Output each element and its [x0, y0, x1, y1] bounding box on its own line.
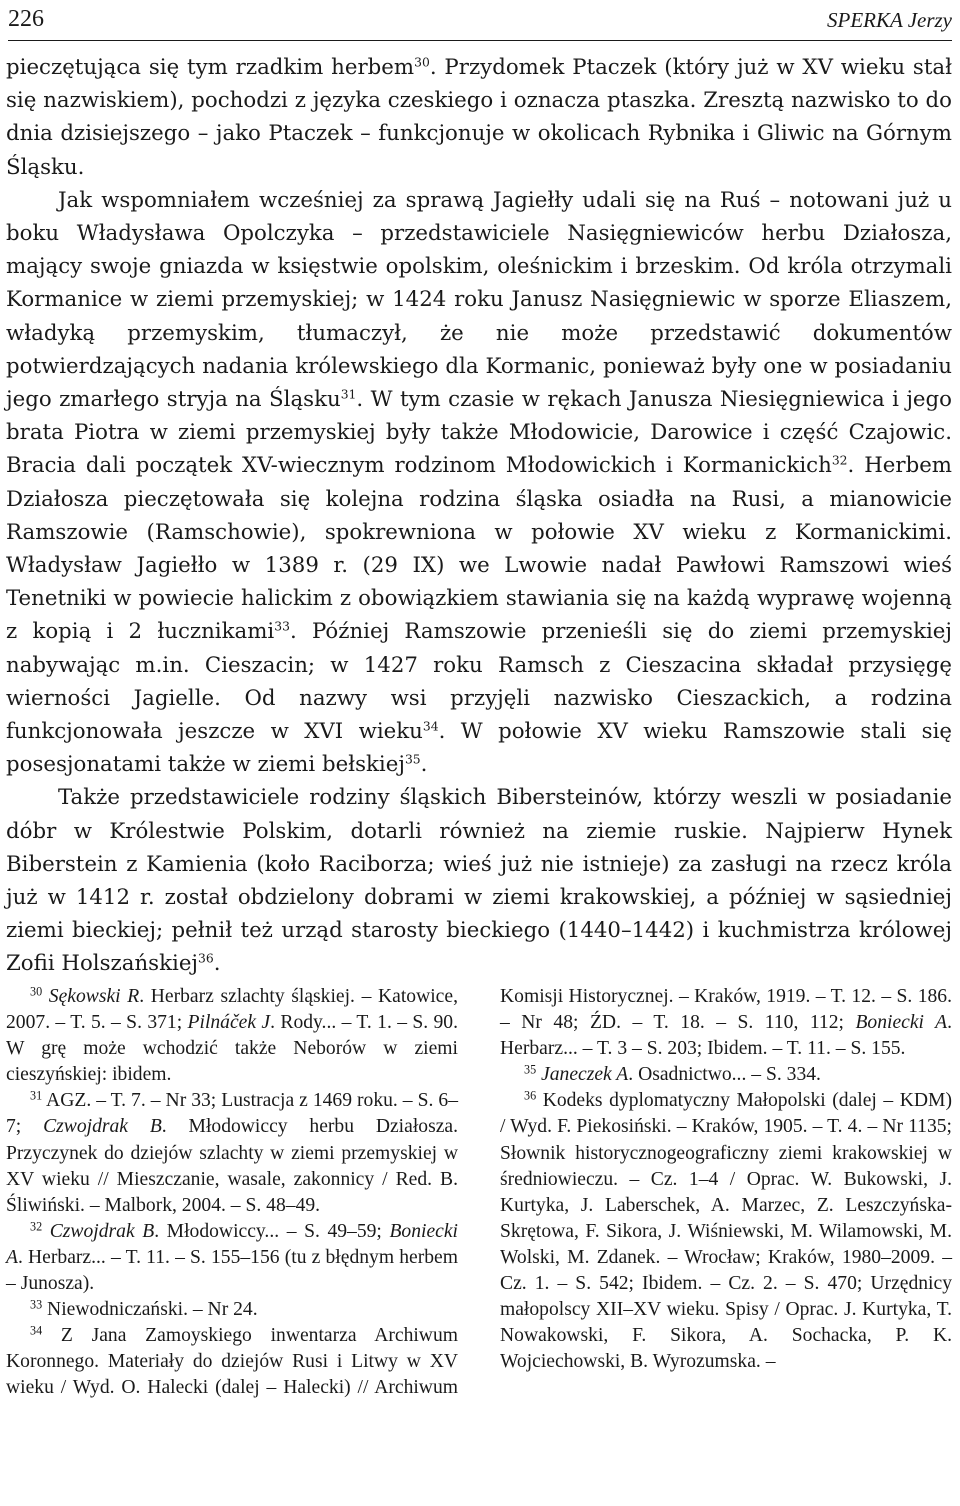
- footnote-marker: 33: [30, 1297, 43, 1312]
- text-run: .: [213, 951, 221, 977]
- text-run: . W połowie XV wieku Ramszowie stali się posesjonatami także w ziemi bełskiej: [6, 719, 952, 778]
- footnote-marker: 34: [30, 1323, 43, 1338]
- footnote: [500, 1062, 952, 1088]
- footnote: [6, 984, 458, 1088]
- italic-author: Czwojdrak B: [43, 1116, 162, 1138]
- footnote: [6, 1297, 458, 1323]
- text-run: Niewodniczański. – Nr 24.: [42, 1299, 258, 1321]
- footnote-marker: 33: [274, 620, 290, 635]
- footnote-marker: 31: [340, 387, 357, 402]
- paragraph: [6, 51, 952, 184]
- text-run: Kodeks dyplomatyczny Małopolski (dalej – KDM) / Wyd. F. Piekosiński. – Kraków, 1905. – T. 4. – Nr 1135; Słownik historycznogeograficzny ziemi krakowskiej w średniowieczu. – Cz. 1–4 / Oprac. W. Bukowski, J. Kurtyka, J. Laberschek, A. Marzec, Z. Leszczyńska-Skrętowa, F. Sikora, J. Wiśniewski, M. Wilamowski, M. Wolski, M. Zdanek. – Wrocław; Kraków, 1980–2009. – Cz. 1. – S. 542; Ibidem. – Cz. 2. – S. 470; Urzędnicy małopolscy XII–XV wieku. Spisy / Oprac. J. Kurtyka, T. Nowakowski, F. Sikora, A. Sochacka, P. K. Wojciechowski, B. Wyrozumska. –: [500, 1090, 952, 1373]
- footnote-marker: 35: [404, 752, 421, 767]
- footnotes: [6, 984, 952, 1402]
- footnote-marker: 31: [30, 1088, 43, 1103]
- text-run: Jak wspomniałem wcześniej za sprawą Jagiełły udali się na Ruś – notowani już u boku Władysława Opolczyka – przedstawiciele Nasięgniewiców herbu Działosza, mający swoje gniazda w księstwie opolskim, oleśnickim i brzeskim. Od króla otrzymali Kormanice w ziemi przemyskiej; w 1424 roku Janusz Nasięgniewic w sporze Eliaszem, władyką przemyskim, tłumaczył, że nie może przedstawić dokumentów potwierdzających nadania królewskiego dla Kormanic, ponieważ były one w posiadaniu jego zmarłego stryja na Śląsku: [6, 187, 952, 413]
- text-run: [42, 1221, 50, 1242]
- footnote-marker: 36: [524, 1088, 537, 1103]
- paragraph: [6, 781, 952, 980]
- text-run: . Młodowiccy herbu Działosza. Przyczynek do dziejów szlachty w ziemi przemyskiej w XV wieku // Mieszczanie, wasale, zakonnicy / Red. B. Śliwiński. – Malbork, 2004. – S. 48–49.: [6, 1116, 458, 1216]
- footnote: [500, 1088, 952, 1375]
- footnote-marker: 36: [198, 952, 214, 967]
- italic-author: Sękowski R: [48, 986, 140, 1007]
- text-run: Także przedstawiciele rodziny śląskich Bibersteinów, którzy weszli w posiadanie dóbr w Królestwie Polskim, dotarli również na ziemie ruskie. Najpierw Hynek Biberstein z Kamienia (koło Raciborza; wieś już nie istnieje) za zasługi na rzecz króla już w 1412 r. został obdzielony dobrami w ziemi krakowskiej, a później w sąsiedniej ziemi bieckiej; pełnił też urząd starosty bieckiego (1440–1442) i kuchmistrza królowej Zofii Holszańskiej: [6, 785, 952, 977]
- footnote-marker: 32: [831, 454, 848, 469]
- italic-author: Pilnáček J: [187, 1012, 271, 1034]
- footnote-marker: 34: [422, 719, 439, 734]
- italic-author: Boniecki A: [855, 1012, 948, 1034]
- text-run: Z Jana Zamoyskiego inwentarza Archiwum Koronnego. Materiały do dziejów Rusi i Litwy w XV wieku / Wyd. O. Halecki (dalej – Halecki) // Archiwum Komisji Historycznej. – Kraków, 1919. – T. 12. – S. 186. – Nr 48; ŹD. – T. 18. – S. 110, 112;: [6, 986, 952, 1399]
- text-run: . Herbarz... – T. 3 – S. 203; Ibidem. – T. 11. – S. 155.: [500, 1012, 952, 1060]
- text-run: . Przydomek Ptaczek (który już w XV wieku stał się nazwiskiem), pochodzi z języka czeskiego i oznacza ptaszka. Zresztą nazwisko to do dnia dzisiejszego – jako Ptaczek – funkcjonuje w okolicach Rybnika i Gliwic na Górnym Śląsku.: [6, 55, 952, 180]
- text-run: . Później Ramszowie przenieśli się do ziemi przemyskiej nabywając m.in. Cieszacin; w 1427 roku Ramsch z Cieszacina składał przysięgę wierności Jagielle. Od nazwy wsi przyjęli nazwisko Cieszackich, a rodzina funkcjonowała jeszcze w XVI wieku: [6, 619, 953, 745]
- text-run: AGZ. – T. 7. – Nr 33; Lustracja z 1469 roku. – S. 6–7;: [6, 1090, 458, 1138]
- text-run: . Rody... – T. 1. – S. 90. W grę może wchodzić także Neborów w ziemi cieszyńskiej: ibidem.: [6, 1012, 458, 1086]
- main-text: [6, 51, 952, 981]
- italic-author: Janeczek A: [541, 1064, 629, 1086]
- text-run: . Osadnictwo... – S. 334.: [628, 1064, 821, 1086]
- paragraph: [6, 184, 952, 782]
- footnote-marker: 30: [30, 984, 43, 999]
- text-run: . Młodowiccy... – S. 49–59;: [154, 1220, 390, 1242]
- footnote-marker: 35: [524, 1062, 537, 1077]
- text-run: . Herbarz szlachty śląskiej. – Katowice, 2007. – T. 5. – S. 371;: [6, 986, 458, 1034]
- text-run: [42, 986, 49, 1007]
- footnote: [6, 1088, 458, 1218]
- text-run: . Herbem Działosza pieczętowała się kolejna rodzina śląska osiadła na Rusi, a mianowicie Ramszowie (Ramschowie), spokrewniona w połowie XV wieku z Kormanickimi. Władysław Jagiełło w 1389 r. (29 IX) we Lwowie nadał Pawłowi Ramszowi wieś Tenetniki w powiecie halickim z obowiązkiem stawiania się na każdą wyprawę wojenną z kopią i 2 łucznikami: [6, 453, 953, 645]
- text-run: .: [420, 752, 428, 778]
- italic-author: Czwojdrak B: [49, 1220, 155, 1242]
- italic-author: Boniecki A: [6, 1220, 458, 1268]
- text-run: . Herbarz... – T. 11. – S. 155–156 (tu z błędnym herbem – Junosza).: [6, 1246, 458, 1295]
- running-head: SPERKA Jerzy: [827, 8, 952, 32]
- page-number: 226: [8, 6, 44, 32]
- footnote: [6, 1219, 458, 1297]
- page-header: [8, 6, 952, 36]
- footnote-marker: 30: [414, 55, 430, 70]
- text-run: pieczętująca się tym rzadkim herbem: [6, 55, 415, 80]
- footnote-marker: 32: [30, 1219, 43, 1234]
- header-rule: [8, 40, 952, 41]
- text-run: . W tym czasie w rękach Janusza Niesięgniewica i jego brata Piotra w ziemi przemyskiej były także Młodowicie, Darowice i część Czajowic. Bracia dali początek XV-wiecznym rodzinom Młodowickich i Kormanickich: [6, 387, 952, 479]
